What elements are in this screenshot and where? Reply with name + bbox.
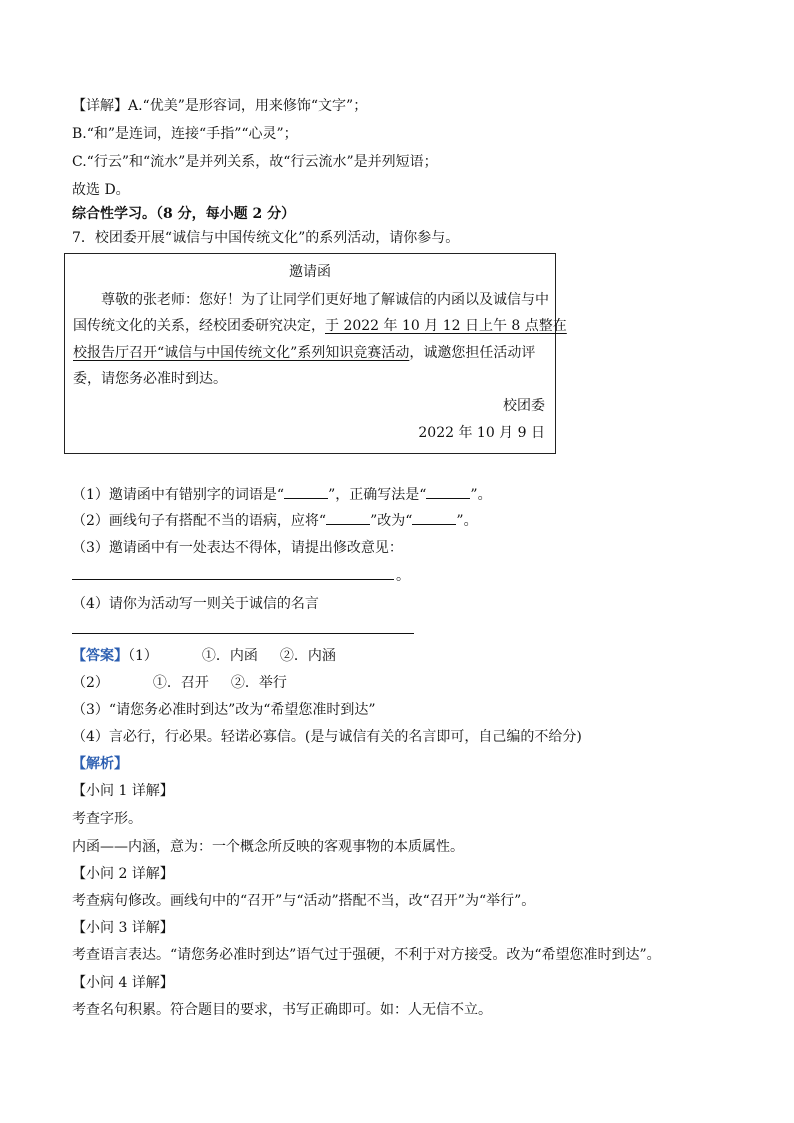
analysis-q1-text-2: 内函——内涵，意为：一个概念所反映的客观事物的本质属性。 xyxy=(72,839,464,855)
subquestion-text: （2）画线句子有搭配不当的语病，应将“ xyxy=(72,513,327,529)
answer-text: ①．内函 xyxy=(201,648,258,664)
underlined-sentence: 于 2022 年 10 月 12 日上午 8 点整在 xyxy=(325,318,567,334)
invitation-para-1: 尊敬的张老师：您好！为了让同学们更好地了解诚信的内函以及诚信与中 xyxy=(101,292,549,308)
answer-text: ②．内涵 xyxy=(279,648,336,664)
answer-row-2 xyxy=(72,673,287,693)
answer-blank xyxy=(326,510,370,525)
detail-line-3: C.“行云”和“流水”是并列关系，故“行云流水”是并列短语； xyxy=(72,154,438,170)
subquestion-text: （1）邀请函中有错别字的词语是“ xyxy=(72,487,285,503)
detail-line-1: 【详解】A.“优美”是形容词，用来修饰“文字”； xyxy=(72,98,368,114)
subquestion-text: ”，正确写法是“ xyxy=(328,487,427,503)
invitation-title: 邀请函 xyxy=(289,264,331,280)
answer-text: ②．举行 xyxy=(230,675,287,691)
answer-blank xyxy=(412,510,456,525)
invitation-signer: 校团委 xyxy=(503,398,545,414)
analysis-q1-text-1: 考查字形。 xyxy=(72,811,142,827)
underlined-sentence: 校报告厅召开“诚信与中国传统文化”系列知识竞赛活动 xyxy=(73,345,410,361)
answer-text: （1） xyxy=(128,648,158,664)
subquestion-3: （3）邀请函中有一处表达不得体，请提出修改意见： xyxy=(72,540,403,556)
detail-line-2: B.“和”是连词，连接“手指”“心灵”； xyxy=(72,126,298,142)
subquestion-1 xyxy=(72,484,492,505)
subquestion-4: （4）请你为活动写一则关于诚信的名言 xyxy=(72,596,319,612)
answer-line xyxy=(72,633,414,634)
subquestion-text: ”。 xyxy=(456,513,478,529)
invitation-text: ，诚邀您担任活动评 xyxy=(409,345,536,361)
answer-text: ①．召开 xyxy=(152,675,209,691)
answer-blank xyxy=(284,484,328,499)
invitation-para-3 xyxy=(73,343,535,363)
answer-text: （2） xyxy=(72,675,109,691)
analysis-label: 【解析】 xyxy=(72,756,128,772)
answer-row-3: （3）“请您务必准时到达”改为“希望您准时到达” xyxy=(72,702,376,718)
analysis-q4-text: 考查名句积累。符合题目的要求，书写正确即可。如：人无信不立。 xyxy=(72,1002,492,1018)
subquestion-text: ”改为“ xyxy=(370,513,413,529)
invitation-box xyxy=(64,253,567,454)
answer-row-4: （4）言必行，行必果。轻诺必寡信。(是与诚信有关的名言即可，自己编的不给分) xyxy=(72,729,582,745)
answer-row-1 xyxy=(72,646,336,666)
subquestion-text: ”。 xyxy=(470,487,492,503)
section-title: 综合性学习。（8 分，每小题 2 分） xyxy=(72,206,296,222)
question-7: 7．校团委开展“诚信与中国传统文化”的系列活动，请你参与。 xyxy=(72,230,460,246)
answer-line-end: 。 xyxy=(396,568,410,584)
invitation-para-2 xyxy=(73,316,567,336)
invitation-text: 国传统文化的关系，经校团委研究决定， xyxy=(73,318,325,334)
answer-line xyxy=(72,579,394,580)
detail-line-4: 故选 D。 xyxy=(72,182,130,198)
subquestion-2 xyxy=(72,510,478,531)
analysis-q4-head: 【小问 4 详解】 xyxy=(72,975,174,991)
invitation-date: 2022 年 10 月 9 日 xyxy=(418,425,545,441)
analysis-q2-text: 考查病句修改。画线句中的“召开”与“活动”搭配不当，改“召开”为“举行”。 xyxy=(72,893,536,909)
invitation-para-4: 委，请您务必准时到达。 xyxy=(73,371,227,387)
answer-blank xyxy=(426,484,470,499)
analysis-q3-text: 考查语言表达。“请您务必准时到达”语气过于强硬，不利于对方接受。改为“希望您准时到达”。 xyxy=(72,947,661,963)
analysis-q1-head: 【小问 1 详解】 xyxy=(72,783,174,799)
analysis-q3-head: 【小问 3 详解】 xyxy=(72,920,174,936)
answer-label: 【答案】 xyxy=(72,648,128,664)
analysis-q2-head: 【小问 2 详解】 xyxy=(72,866,174,882)
